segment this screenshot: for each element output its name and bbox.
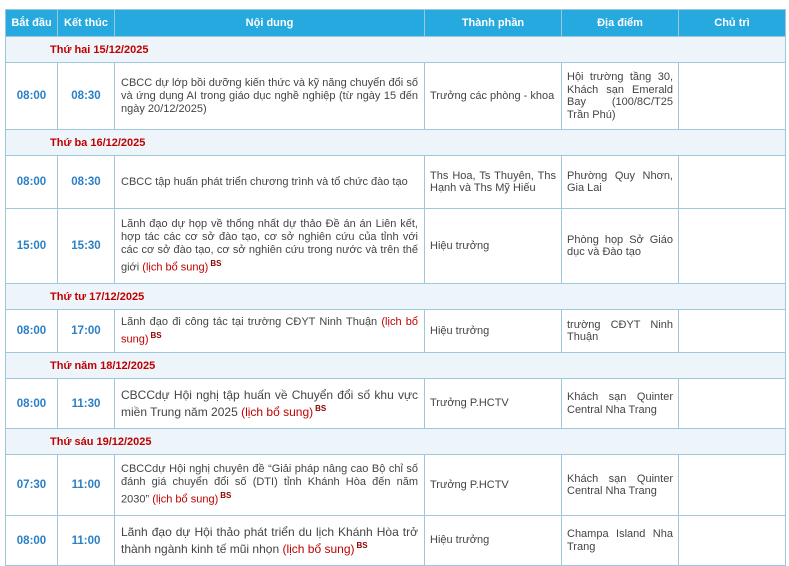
event-content: [115, 63, 425, 130]
event-text: Lãnh đạo đi công tác tại trường CĐYT Ninh Thuận: [121, 315, 378, 328]
event-chair: [679, 209, 786, 284]
supplement-label: (lịch bổ sung): [121, 315, 418, 346]
event-chair: [679, 63, 786, 130]
event-text: CBCC tập huấn phát triển chương trình và tổ chức đào tạo: [121, 175, 408, 188]
event-content: [115, 379, 425, 429]
event-members: Hiệu trưởng: [425, 516, 562, 566]
event-members: Hiệu trưởng: [425, 209, 562, 284]
day-row: [6, 37, 786, 63]
end-time: 11:00: [58, 455, 115, 516]
day-row: [6, 353, 786, 379]
event-chair: [679, 516, 786, 566]
table-row: [6, 63, 786, 130]
event-text: Lãnh đạo dự Hội thảo phát triển du lịch Khánh Hòa trở thành ngành kinh tế mũi nhọn: [121, 525, 418, 556]
event-content: [115, 516, 425, 566]
day-label: Thứ hai 15/12/2025: [6, 37, 786, 63]
table-row: [6, 379, 786, 429]
supplement-label: (lịch bổ sung): [142, 261, 209, 274]
start-time: 08:00: [6, 379, 58, 429]
event-text: CBCC dự lớp bồi dưỡng kiến thức và kỹ năng chuyển đổi số và ứng dụng AI trong giáo dục nghề nghiệp (từ ngày 15 đến ngày 20/12/2025): [121, 76, 418, 115]
header-chair: Chủ trì: [679, 10, 786, 37]
header-end: Kết thúc: [58, 10, 115, 37]
event-chair: [679, 455, 786, 516]
event-place: trường CĐYT Ninh Thuận: [562, 310, 679, 353]
event-members: Trưởng các phòng - khoa: [425, 63, 562, 130]
end-time: 15:30: [58, 209, 115, 284]
supplement-badge: BS: [315, 404, 327, 413]
day-row: [6, 284, 786, 310]
event-chair: [679, 156, 786, 209]
day-label: Thứ ba 16/12/2025: [6, 130, 786, 156]
start-time: 15:00: [6, 209, 58, 284]
day-label: Thứ năm 18/12/2025: [6, 353, 786, 379]
event-content: [115, 156, 425, 209]
header-content: Nội dung: [115, 10, 425, 37]
day-row: [6, 429, 786, 455]
event-members: Hiệu trưởng: [425, 310, 562, 353]
event-place: Champa Island Nha Trang: [562, 516, 679, 566]
event-place: Phường Quy Nhơn, Gia Lai: [562, 156, 679, 209]
day-label: Thứ tư 17/12/2025: [6, 284, 786, 310]
table-row: [6, 156, 786, 209]
supplement-badge: BS: [150, 330, 162, 340]
event-content: [115, 209, 425, 284]
end-time: 08:30: [58, 63, 115, 130]
event-text: CBCCdự Hội nghị tập huấn về Chuyển đổi số khu vực miền Trung năm 2025: [121, 388, 418, 419]
end-time: 08:30: [58, 156, 115, 209]
event-place: Khách sạn Quinter Central Nha Trang: [562, 455, 679, 516]
start-time: 08:00: [6, 516, 58, 566]
event-content: [115, 455, 425, 516]
supplement-badge: BS: [220, 491, 232, 501]
event-members: Trưởng P.HCTV: [425, 379, 562, 429]
event-chair: [679, 310, 786, 353]
end-time: 11:30: [58, 379, 115, 429]
start-time: 08:00: [6, 310, 58, 353]
end-time: 11:00: [58, 516, 115, 566]
table-row: [6, 310, 786, 353]
event-text: CBCCdự Hội nghị chuyên đề “Giải pháp nâng cao Bộ chỉ số đánh giá chuyển đổi số (DTI) tỉnh Khánh Hòa đến năm 2030”: [121, 463, 418, 506]
event-members: Ths Hoa, Ts Thuyên, Ths Hạnh và Ths Mỹ Hiếu: [425, 156, 562, 209]
event-place: Phòng họp Sở Giáo dục và Đào tạo: [562, 209, 679, 284]
event-place: Khách sạn Quinter Central Nha Trang: [562, 379, 679, 429]
supplement-badge: BS: [210, 258, 222, 268]
day-row: [6, 130, 786, 156]
supplement-label: (lịch bổ sung): [282, 542, 355, 556]
day-label: Thứ sáu 19/12/2025: [6, 429, 786, 455]
schedule-table: [5, 9, 786, 566]
header-place: Địa điểm: [562, 10, 679, 37]
table-row: [6, 516, 786, 566]
supplement-label: (lịch bổ sung): [152, 493, 219, 506]
table-row: [6, 455, 786, 516]
table-row: [6, 209, 786, 284]
event-content: [115, 310, 425, 353]
end-time: 17:00: [58, 310, 115, 353]
supplement-badge: BS: [356, 541, 368, 550]
event-members: Trưởng P.HCTV: [425, 455, 562, 516]
supplement-label: (lịch bổ sung): [241, 405, 314, 419]
header-members: Thành phần: [425, 10, 562, 37]
event-place: Hội trường tầng 30, Khách sạn Emerald Bay (100/8C/T25 Trần Phú): [562, 63, 679, 130]
event-text: Lãnh đạo dự họp về thống nhất dự thảo Đề án án Liên kết, hợp tác các cơ sở đào tạo, cơ sở nghiên cứu của tỉnh với các cơ sở đào tạo, cơ sở nghiên cứu trong nước và trên thế giới: [121, 217, 418, 274]
header-start: Bắt đầu: [6, 10, 58, 37]
event-chair: [679, 379, 786, 429]
start-time: 08:00: [6, 156, 58, 209]
start-time: 08:00: [6, 63, 58, 130]
start-time: 07:30: [6, 455, 58, 516]
table-header-row: [6, 10, 786, 37]
